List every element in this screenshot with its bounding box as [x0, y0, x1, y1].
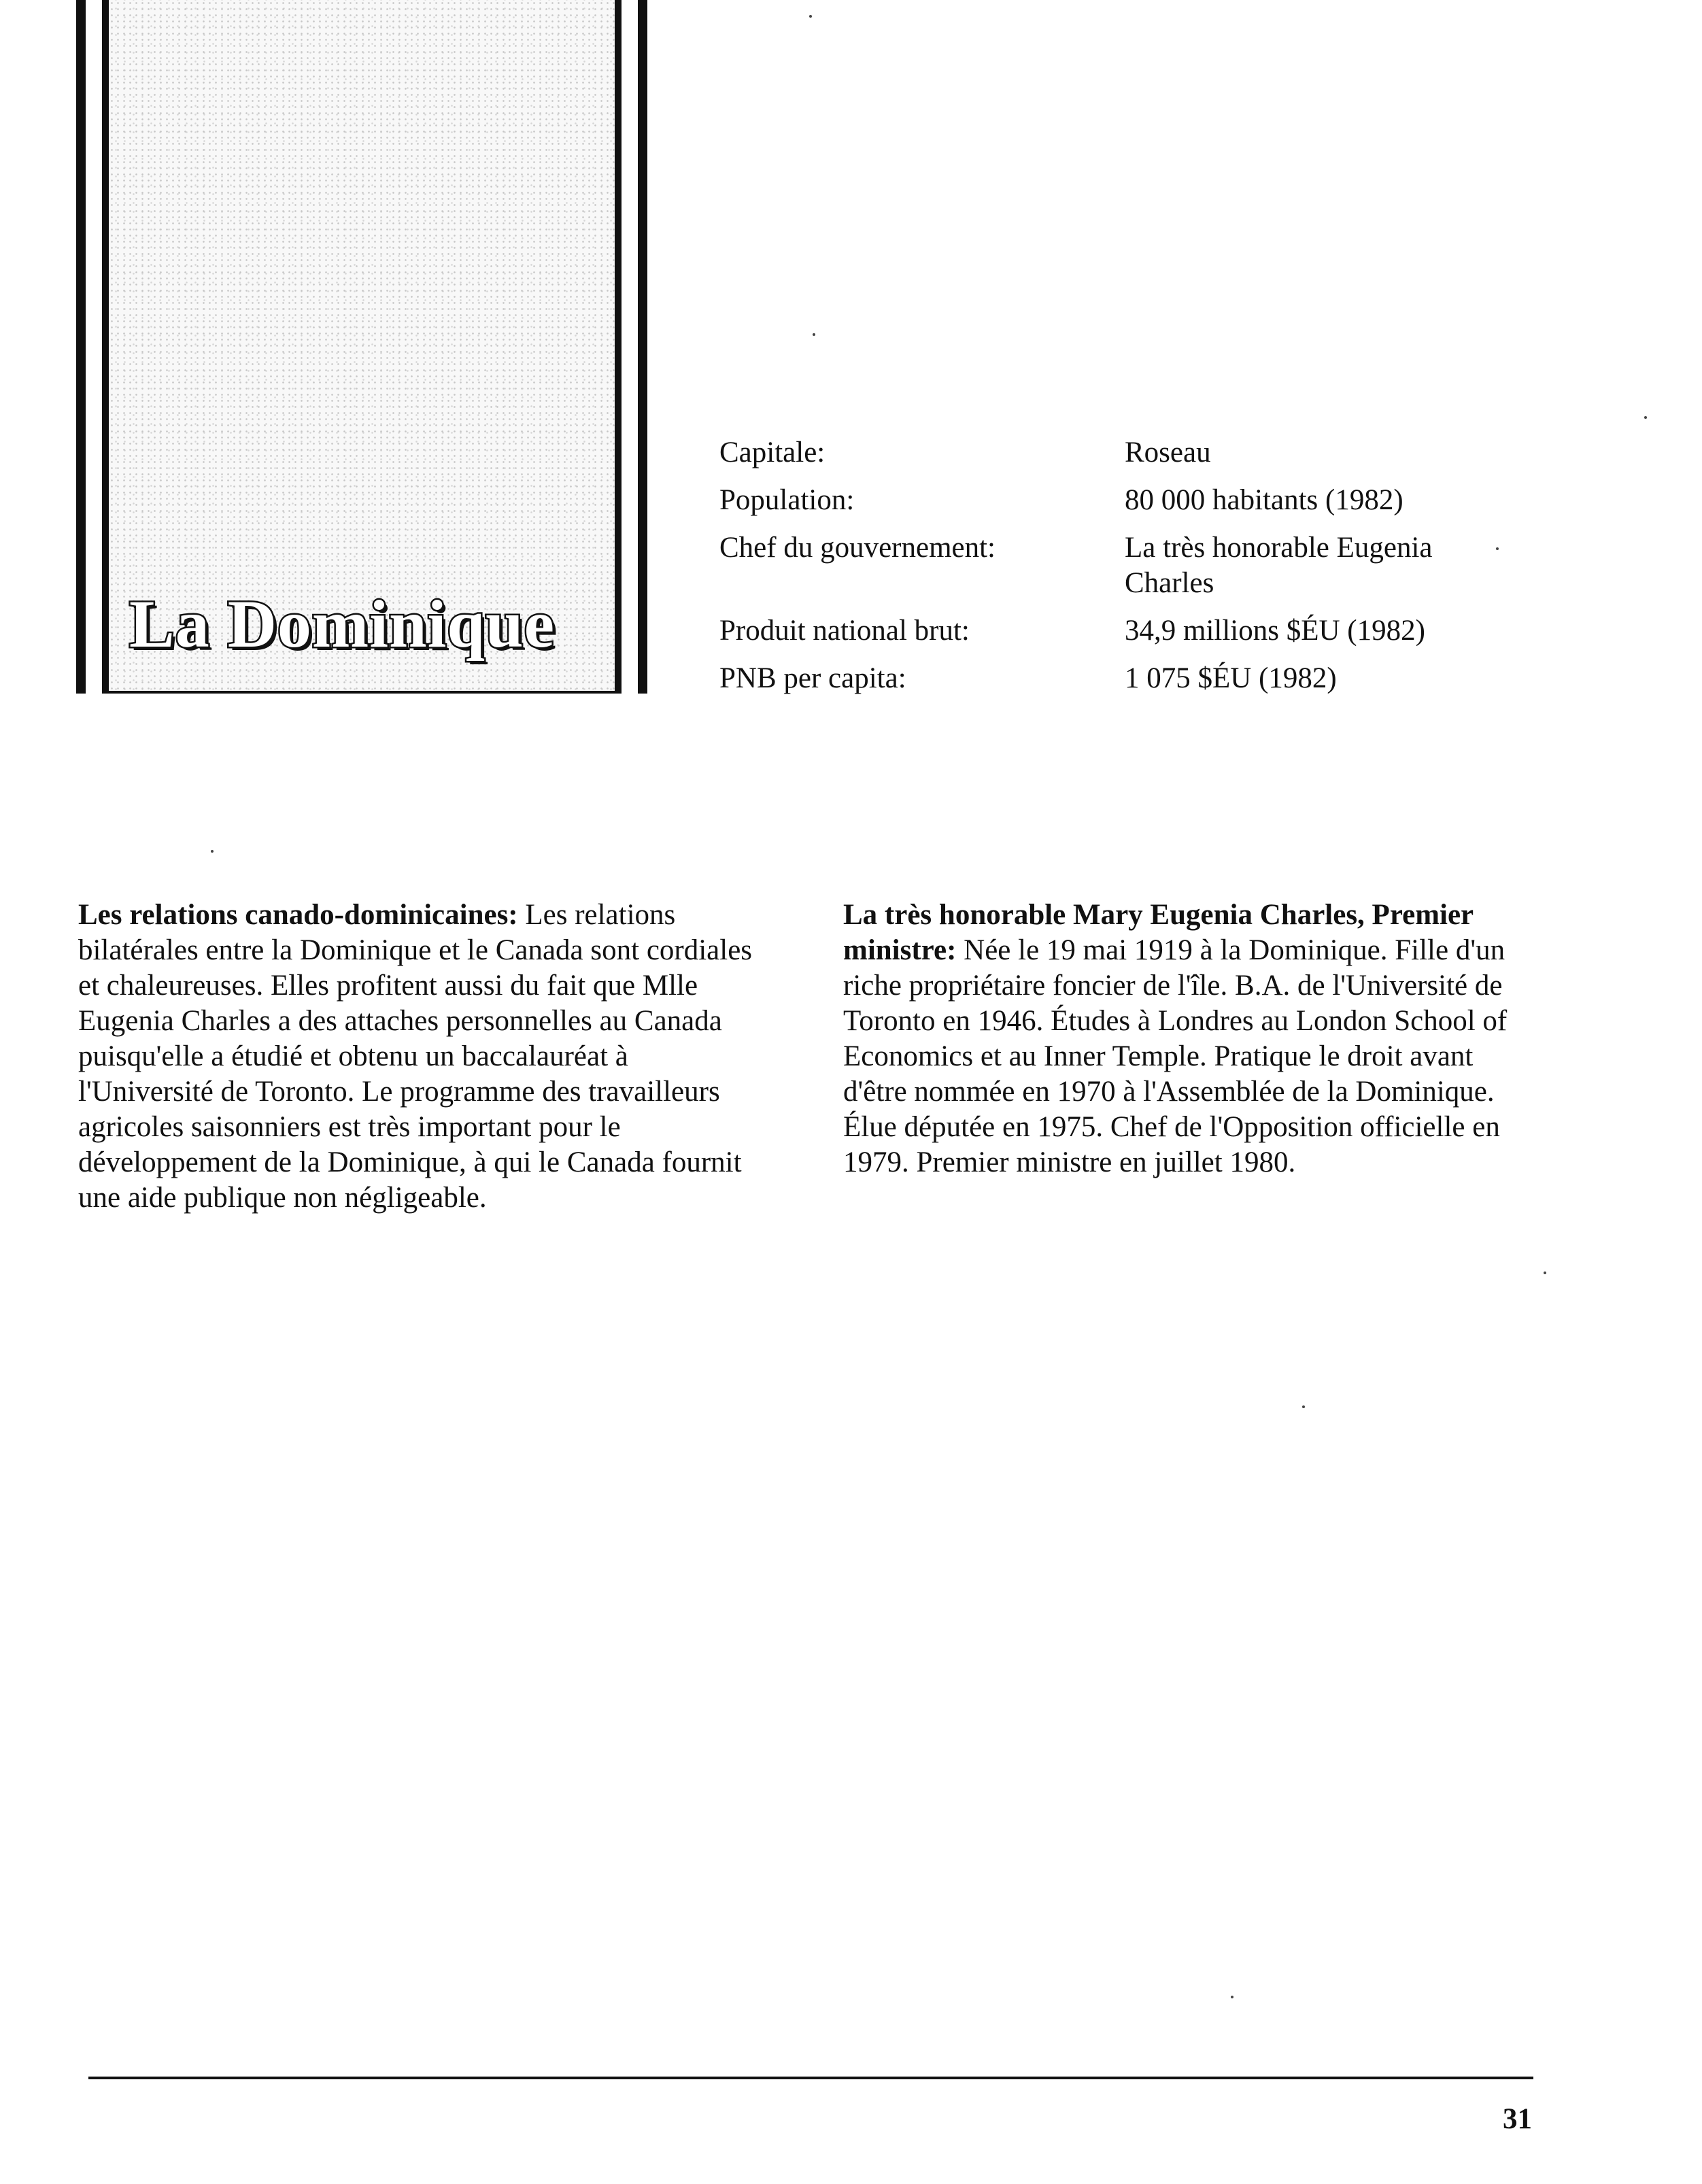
fact-label: Population: — [719, 484, 855, 516]
border-bar-bottom — [102, 691, 622, 694]
title-panel — [76, 0, 647, 694]
fact-label: Capitale: — [719, 437, 826, 468]
fact-value: 80 000 habitants (1982) — [1125, 484, 1403, 516]
scan-speck — [809, 15, 812, 18]
fact-row-gnp-per-capita — [719, 661, 1508, 696]
section-body: Les relations bilatérales entre la Dominique et le Canada sont cordiales et chaleureuses. Elles profitent aussi du fait que Mlle Eugenia Charles a des attaches personnelles au Canada puisqu'elle a étudié et obtenu un baccalauréat à l'Université de Toronto. Le programme des travailleurs agricoles saisonniers est très important pour le développement de la Dominique, à qui le Canada fournit une aide publique non négligeable. — [78, 899, 753, 1214]
fact-row-head-of-government — [719, 530, 1508, 601]
border-bar-left-inner — [102, 0, 109, 694]
scan-speck — [1302, 1405, 1305, 1408]
fact-label: Produit national brut: — [719, 615, 970, 647]
footer-rule — [88, 2077, 1533, 2079]
fact-label: PNB per capita: — [719, 662, 906, 694]
fact-label: Chef du gouvernement: — [719, 532, 996, 564]
scan-speck — [1231, 1996, 1233, 1998]
fact-value: 1 075 $ÉU (1982) — [1125, 662, 1337, 694]
fact-value: Roseau — [1125, 437, 1211, 468]
border-bar-right-outer — [638, 0, 647, 694]
fact-row-gnp — [719, 613, 1508, 649]
border-bar-right-inner — [615, 0, 622, 694]
scan-speck — [1544, 1272, 1546, 1274]
scan-speck — [1644, 416, 1647, 419]
fact-value: 34,9 millions $ÉU (1982) — [1125, 615, 1425, 647]
country-title: La Dominique — [129, 586, 556, 662]
fact-value: La très honorable Eugenia Charles — [1125, 532, 1433, 599]
section-body: Née le 19 mai 1919 à la Dominique. Fille d'un riche propriétaire foncier de l'île. B.A. de l'Université de Toronto en 1946. Études à Londres au London School of Economics et au Inner Temple. Pratique le droit avant d'être nommée en 1970 à l'Assemblée de la Dominique. Élue députée en 1975. Chef de l'Opposition officielle en 1979. Premier ministre en juillet 1980. — [843, 934, 1508, 1178]
section-prime-minister — [843, 898, 1523, 1180]
fact-row-capital — [719, 435, 1508, 471]
scan-speck — [813, 333, 815, 336]
fact-row-population — [719, 483, 1508, 518]
scan-speck — [211, 850, 214, 853]
section-heading: Les relations canado-dominicaines: — [78, 899, 518, 931]
section-heading: La très honorable Mary Eugenia Charles, Premier ministre: — [843, 899, 1474, 966]
page-number: 31 — [1503, 2103, 1532, 2135]
border-bar-left-outer — [76, 0, 86, 694]
scan-speck — [1496, 547, 1499, 550]
section-relations — [78, 898, 765, 1216]
fact-sheet — [719, 435, 1508, 709]
